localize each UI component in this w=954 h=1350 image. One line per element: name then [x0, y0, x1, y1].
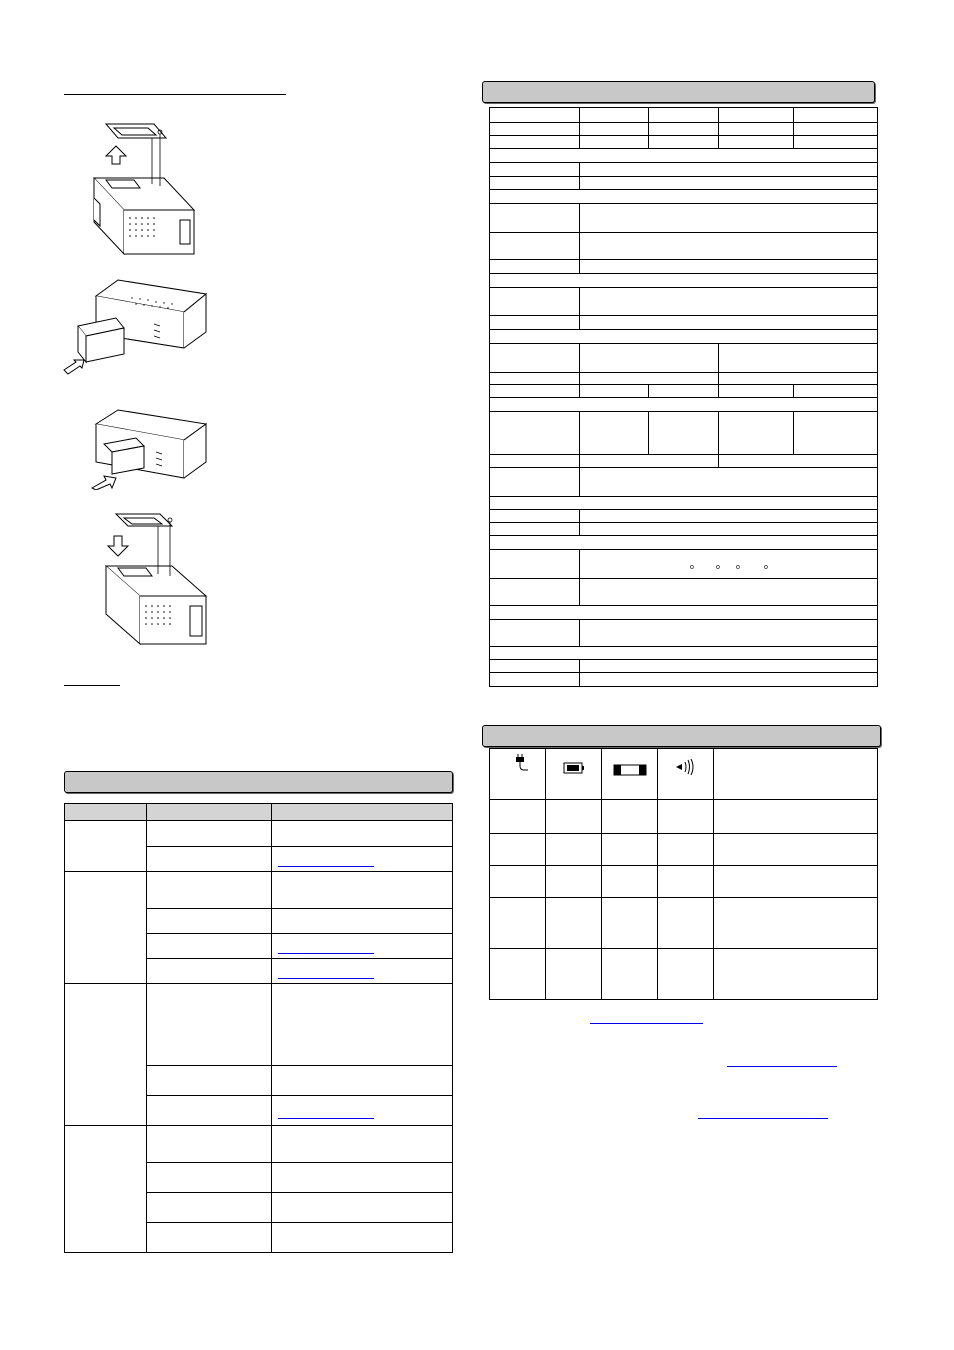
table-cell [719, 108, 794, 123]
table-cell [546, 866, 602, 898]
header-problem [65, 804, 147, 821]
table-cell [272, 909, 453, 934]
table-cell [602, 866, 658, 898]
table-cell [490, 398, 878, 412]
degree-mark: o [690, 564, 694, 571]
hyperlink[interactable] [698, 1118, 828, 1119]
table-cell [580, 123, 649, 136]
table-cell [490, 385, 580, 398]
buzzer-icon [674, 757, 698, 777]
table-cell [658, 949, 714, 1000]
table-cell [490, 204, 580, 233]
header-solution [272, 804, 453, 821]
table-cell [490, 136, 580, 149]
table-cell [546, 898, 602, 949]
table-cell [649, 108, 719, 123]
table-cell [490, 660, 580, 673]
table-cell [65, 872, 147, 984]
hyperlink[interactable] [278, 1118, 374, 1119]
table-cell [147, 909, 272, 934]
hyperlink[interactable] [278, 866, 374, 867]
table-cell [490, 123, 580, 136]
specifications-section-bar [482, 81, 875, 103]
table-cell [580, 455, 719, 468]
table-cell [272, 984, 453, 1066]
table-cell [147, 984, 272, 1066]
indicators-section-bar [482, 725, 881, 747]
table-cell [658, 898, 714, 949]
table-cell [602, 834, 658, 866]
ac-input-plug-icon [511, 753, 531, 773]
table-cell [272, 847, 453, 872]
table-cell [490, 163, 580, 177]
degree-mark: o [736, 564, 740, 571]
table-cell [490, 108, 580, 123]
table-cell [147, 934, 272, 959]
table-cell [147, 821, 272, 847]
table-cell [490, 260, 580, 274]
table-cell [658, 800, 714, 834]
table-cell [658, 834, 714, 866]
table-cell [580, 316, 878, 330]
table-cell [719, 373, 878, 385]
figure-replace-cover [102, 510, 212, 658]
table-cell [602, 800, 658, 834]
table-cell [580, 660, 878, 673]
figure-pull-battery [54, 276, 214, 380]
table-cell [602, 749, 658, 800]
hyperlink[interactable] [278, 978, 374, 979]
table-cell [490, 620, 580, 647]
table-cell [580, 204, 878, 233]
troubleshooting-section-bar [64, 771, 453, 793]
troubleshooting-table [64, 803, 453, 1253]
table-cell [719, 385, 794, 398]
table-cell [658, 749, 714, 800]
table-cell [580, 163, 878, 177]
table-cell [719, 412, 794, 455]
table-cell [65, 1126, 147, 1253]
table-cell [490, 579, 580, 606]
table-cell [272, 1223, 453, 1253]
table-cell [272, 1163, 453, 1193]
table-cell [580, 385, 649, 398]
table-cell [714, 949, 878, 1000]
table-cell [719, 136, 794, 149]
table-cell [546, 800, 602, 834]
table-cell [490, 536, 878, 550]
table-cell [794, 108, 878, 123]
table-cell [794, 385, 878, 398]
table-cell [580, 108, 649, 123]
header-cause [147, 804, 272, 821]
table-cell [580, 550, 878, 579]
table-cell [714, 898, 878, 949]
indicators-title [483, 726, 880, 732]
table-cell [490, 606, 878, 620]
table-cell [580, 233, 878, 260]
table-cell [714, 800, 878, 834]
specifications-table [489, 107, 878, 687]
battery-icon [563, 761, 585, 775]
table-cell [490, 344, 580, 373]
table-cell [490, 866, 546, 898]
table-cell [658, 866, 714, 898]
table-cell [794, 412, 878, 455]
table-cell [490, 834, 546, 866]
table-cell [272, 1066, 453, 1096]
table-cell [490, 233, 580, 260]
table-cell [147, 1126, 272, 1163]
table-cell [490, 523, 580, 536]
table-cell [490, 316, 580, 330]
table-cell [714, 866, 878, 898]
table-cell [272, 1096, 453, 1126]
procedure-heading-underline [64, 94, 286, 95]
table-cell [580, 523, 878, 536]
table-cell [649, 123, 719, 136]
table-cell [147, 1096, 272, 1126]
table-cell [490, 455, 580, 468]
table-cell [490, 510, 580, 523]
note-heading-underline [64, 685, 120, 686]
table-cell [490, 800, 546, 834]
table-cell [490, 468, 580, 497]
table-cell [490, 497, 878, 510]
table-cell [490, 550, 580, 579]
table-cell [147, 1193, 272, 1223]
table-cell [580, 288, 878, 316]
figure-remove-cover [88, 118, 208, 263]
table-cell [490, 647, 878, 660]
degree-mark: o [716, 564, 720, 571]
table-cell [490, 177, 580, 190]
table-cell [649, 412, 719, 455]
hyperlink[interactable] [590, 1023, 703, 1024]
table-cell [490, 749, 546, 800]
table-cell [714, 749, 878, 800]
troubleshooting-title [65, 772, 452, 778]
table-cell [272, 1126, 453, 1163]
table-cell [580, 579, 878, 606]
table-cell [649, 136, 719, 149]
table-cell [490, 274, 878, 288]
table-cell [794, 123, 878, 136]
indicators-table [489, 748, 878, 1000]
table-cell [546, 749, 602, 800]
table-cell [147, 959, 272, 984]
table-cell [490, 949, 546, 1000]
table-cell [602, 898, 658, 949]
table-cell [580, 260, 878, 274]
table-cell [719, 455, 878, 468]
table-cell [490, 673, 580, 687]
table-cell [546, 949, 602, 1000]
table-cell [147, 847, 272, 872]
specifications-title [483, 82, 874, 88]
table-cell [147, 1163, 272, 1193]
table-cell [580, 136, 649, 149]
table-cell [580, 412, 649, 455]
table-cell [272, 821, 453, 847]
figure-insert-battery [84, 406, 212, 490]
table-cell [65, 984, 147, 1126]
table-cell [580, 510, 878, 523]
table-cell [490, 898, 546, 949]
hyperlink[interactable] [727, 1066, 837, 1067]
table-cell [272, 872, 453, 909]
table-cell [490, 288, 580, 316]
hyperlink[interactable] [278, 953, 374, 954]
fuse-icon [613, 763, 647, 777]
table-cell [719, 123, 794, 136]
table-cell [602, 949, 658, 1000]
table-cell [490, 412, 580, 455]
table-cell [490, 373, 580, 385]
table-cell [490, 149, 878, 163]
table-cell [794, 136, 878, 149]
table-cell [580, 673, 878, 687]
table-cell [490, 190, 878, 204]
table-cell [272, 959, 453, 984]
table-cell [719, 344, 878, 373]
table-cell [147, 872, 272, 909]
table-cell [580, 177, 878, 190]
table-cell [649, 385, 719, 398]
table-cell [147, 1066, 272, 1096]
table-cell [580, 373, 719, 385]
table-cell [580, 620, 878, 647]
table-cell [490, 330, 878, 344]
table-cell [580, 468, 878, 497]
table-cell [714, 834, 878, 866]
table-cell [272, 1193, 453, 1223]
table-cell [580, 344, 719, 373]
degree-mark: o [764, 564, 768, 571]
table-cell [65, 821, 147, 872]
table-cell [272, 934, 453, 959]
table-cell [147, 1223, 272, 1253]
table-cell [546, 834, 602, 866]
